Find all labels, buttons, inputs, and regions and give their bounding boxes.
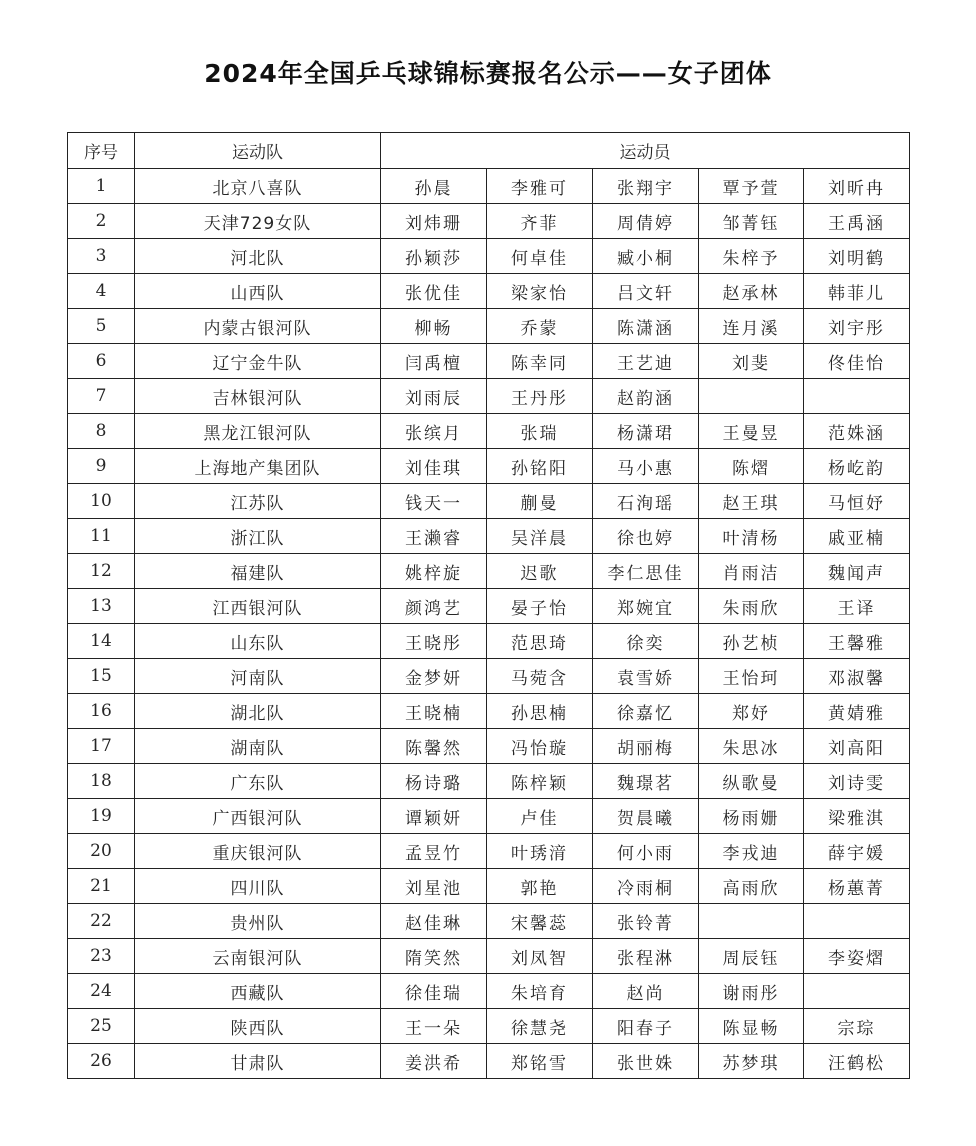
- athlete-name: 马恒妤: [804, 484, 910, 519]
- row-index: 13: [68, 589, 135, 624]
- row-index: 24: [68, 974, 135, 1009]
- athlete-name: 金梦妍: [381, 659, 487, 694]
- athlete-name: 邹菁钰: [699, 204, 804, 239]
- athlete-name: 徐嘉忆: [593, 694, 699, 729]
- row-index: 5: [68, 309, 135, 344]
- athlete-name: [699, 904, 804, 939]
- table-row: [68, 274, 910, 309]
- athlete-name: 姜洪希: [381, 1044, 487, 1079]
- athlete-name: 刘星池: [381, 869, 487, 904]
- team-name: 山东队: [135, 624, 381, 659]
- athlete-name: 魏闻声: [804, 554, 910, 589]
- table-row: [68, 624, 910, 659]
- athlete-name: 李仁思佳: [593, 554, 699, 589]
- athlete-name: [804, 974, 910, 1009]
- athlete-name: 刘明鹤: [804, 239, 910, 274]
- header-team: 运动队: [135, 133, 381, 169]
- registration-table: [67, 132, 910, 1079]
- table-row: [68, 1009, 910, 1044]
- athlete-name: 胡丽梅: [593, 729, 699, 764]
- athlete-name: 朱雨欣: [699, 589, 804, 624]
- table-row: [68, 764, 910, 799]
- row-index: 7: [68, 379, 135, 414]
- team-name: 贵州队: [135, 904, 381, 939]
- athlete-name: 姚梓旋: [381, 554, 487, 589]
- athlete-name: 赵韵涵: [593, 379, 699, 414]
- row-index: 18: [68, 764, 135, 799]
- athlete-name: 朱思冰: [699, 729, 804, 764]
- athlete-name: 梁雅淇: [804, 799, 910, 834]
- athlete-name: 连月溪: [699, 309, 804, 344]
- table-row: [68, 449, 910, 484]
- table-row: [68, 834, 910, 869]
- athlete-name: 王禹涵: [804, 204, 910, 239]
- team-name: 山西队: [135, 274, 381, 309]
- athlete-name: 刘高阳: [804, 729, 910, 764]
- athlete-name: 陈熠: [699, 449, 804, 484]
- row-index: 26: [68, 1044, 135, 1079]
- table-row: [68, 379, 910, 414]
- row-index: 4: [68, 274, 135, 309]
- athlete-name: [804, 904, 910, 939]
- athlete-name: 张瑞: [487, 414, 593, 449]
- athlete-name: 阳春子: [593, 1009, 699, 1044]
- table-row: [68, 799, 910, 834]
- athlete-name: 张优佳: [381, 274, 487, 309]
- athlete-name: 徐佳瑞: [381, 974, 487, 1009]
- athlete-name: 张程淋: [593, 939, 699, 974]
- team-name: 内蒙古银河队: [135, 309, 381, 344]
- team-name: 江西银河队: [135, 589, 381, 624]
- athlete-name: 王濑睿: [381, 519, 487, 554]
- athlete-name: 马小惠: [593, 449, 699, 484]
- athlete-name: 张铃菁: [593, 904, 699, 939]
- team-name: 辽宁金牛队: [135, 344, 381, 379]
- athlete-name: 王馨雅: [804, 624, 910, 659]
- athlete-name: 薛宇媛: [804, 834, 910, 869]
- row-index: 15: [68, 659, 135, 694]
- table-row: [68, 939, 910, 974]
- team-name: 陕西队: [135, 1009, 381, 1044]
- team-name: 福建队: [135, 554, 381, 589]
- athlete-name: 佟佳怡: [804, 344, 910, 379]
- athlete-name: 卢佳: [487, 799, 593, 834]
- team-name: 黑龙江银河队: [135, 414, 381, 449]
- table-row: [68, 239, 910, 274]
- athlete-name: 李戎迪: [699, 834, 804, 869]
- athlete-name: 孙铭阳: [487, 449, 593, 484]
- table-row: [68, 519, 910, 554]
- athlete-name: 赵佳琳: [381, 904, 487, 939]
- athlete-name: 赵王琪: [699, 484, 804, 519]
- athlete-name: 高雨欣: [699, 869, 804, 904]
- row-index: 17: [68, 729, 135, 764]
- team-name: 河北队: [135, 239, 381, 274]
- athlete-name: 刘斐: [699, 344, 804, 379]
- athlete-name: [804, 379, 910, 414]
- table-row: [68, 204, 910, 239]
- athlete-name: 邓淑馨: [804, 659, 910, 694]
- row-index: 20: [68, 834, 135, 869]
- athlete-name: 王艺迪: [593, 344, 699, 379]
- athlete-name: [699, 379, 804, 414]
- athlete-name: 柳畅: [381, 309, 487, 344]
- athlete-name: 梁家怡: [487, 274, 593, 309]
- athlete-name: 张世姝: [593, 1044, 699, 1079]
- table-row: [68, 589, 910, 624]
- athlete-name: 苏梦琪: [699, 1044, 804, 1079]
- athlete-name: 何卓佳: [487, 239, 593, 274]
- athlete-name: 郭艳: [487, 869, 593, 904]
- athlete-name: 刘诗雯: [804, 764, 910, 799]
- athlete-name: 杨雨姗: [699, 799, 804, 834]
- athlete-name: 徐奕: [593, 624, 699, 659]
- team-name: 天津729女队: [135, 204, 381, 239]
- athlete-name: 孙晨: [381, 169, 487, 204]
- athlete-name: 颜鸿艺: [381, 589, 487, 624]
- table-row: [68, 904, 910, 939]
- table-row: [68, 169, 910, 204]
- team-name: 广西银河队: [135, 799, 381, 834]
- athlete-name: 陈幸同: [487, 344, 593, 379]
- team-name: 西藏队: [135, 974, 381, 1009]
- row-index: 11: [68, 519, 135, 554]
- athlete-name: 赵尚: [593, 974, 699, 1009]
- athlete-name: 冷雨桐: [593, 869, 699, 904]
- athlete-name: 宗琮: [804, 1009, 910, 1044]
- athlete-name: 袁雪娇: [593, 659, 699, 694]
- athlete-name: 杨诗璐: [381, 764, 487, 799]
- athlete-name: 宋馨蕊: [487, 904, 593, 939]
- header-index: 序号: [68, 133, 135, 169]
- athlete-name: 晏子怡: [487, 589, 593, 624]
- table-row: [68, 659, 910, 694]
- athlete-name: 何小雨: [593, 834, 699, 869]
- athlete-name: 贺晨曦: [593, 799, 699, 834]
- athlete-name: 陈馨然: [381, 729, 487, 764]
- athlete-name: 谭颖妍: [381, 799, 487, 834]
- athlete-name: 徐也婷: [593, 519, 699, 554]
- athlete-name: 杨蕙菁: [804, 869, 910, 904]
- athlete-name: 杨屹韵: [804, 449, 910, 484]
- table-header-row: [68, 133, 910, 169]
- athlete-name: 郑妤: [699, 694, 804, 729]
- athlete-name: 李姿熠: [804, 939, 910, 974]
- athlete-name: 朱梓予: [699, 239, 804, 274]
- athlete-name: 隋笑然: [381, 939, 487, 974]
- athlete-name: 迟歌: [487, 554, 593, 589]
- row-index: 25: [68, 1009, 135, 1044]
- athlete-name: 石洵瑶: [593, 484, 699, 519]
- athlete-name: 吴洋晨: [487, 519, 593, 554]
- row-index: 16: [68, 694, 135, 729]
- athlete-name: 陈梓颖: [487, 764, 593, 799]
- athlete-name: 马菀含: [487, 659, 593, 694]
- athlete-name: 叶琇湇: [487, 834, 593, 869]
- athlete-name: 杨潇珺: [593, 414, 699, 449]
- athlete-name: 孙艺桢: [699, 624, 804, 659]
- athlete-name: 王曼昱: [699, 414, 804, 449]
- athlete-name: 韩菲儿: [804, 274, 910, 309]
- table-row: [68, 974, 910, 1009]
- athlete-name: 魏璟茗: [593, 764, 699, 799]
- team-name: 湖北队: [135, 694, 381, 729]
- header-athletes: 运动员: [381, 133, 910, 169]
- athlete-name: 王译: [804, 589, 910, 624]
- athlete-name: 闫禹檀: [381, 344, 487, 379]
- athlete-name: 陈显畅: [699, 1009, 804, 1044]
- athlete-name: 谢雨彤: [699, 974, 804, 1009]
- row-index: 2: [68, 204, 135, 239]
- row-index: 10: [68, 484, 135, 519]
- team-name: 湖南队: [135, 729, 381, 764]
- athlete-name: 刘雨辰: [381, 379, 487, 414]
- row-index: 1: [68, 169, 135, 204]
- athlete-name: 周辰钰: [699, 939, 804, 974]
- page-title: 2024年全国乒乓球锦标赛报名公示——女子团体: [204, 59, 772, 88]
- athlete-name: 钱天一: [381, 484, 487, 519]
- team-name: 重庆银河队: [135, 834, 381, 869]
- row-index: 3: [68, 239, 135, 274]
- team-name: 河南队: [135, 659, 381, 694]
- table-row: [68, 694, 910, 729]
- row-index: 23: [68, 939, 135, 974]
- athlete-name: 刘宇彤: [804, 309, 910, 344]
- table-row: [68, 554, 910, 589]
- row-index: 8: [68, 414, 135, 449]
- athlete-name: 齐菲: [487, 204, 593, 239]
- athlete-name: 戚亚楠: [804, 519, 910, 554]
- table-row: [68, 344, 910, 379]
- athlete-name: 乔蒙: [487, 309, 593, 344]
- athlete-name: 吕文轩: [593, 274, 699, 309]
- athlete-name: 徐慧尧: [487, 1009, 593, 1044]
- team-name: 甘肃队: [135, 1044, 381, 1079]
- row-index: 9: [68, 449, 135, 484]
- table-row: [68, 1044, 910, 1079]
- athlete-name: 范思琦: [487, 624, 593, 659]
- table-body: [68, 169, 910, 1079]
- table-row: [68, 309, 910, 344]
- athlete-name: 郑婉宜: [593, 589, 699, 624]
- athlete-name: 陈潇涵: [593, 309, 699, 344]
- athlete-name: 周倩婷: [593, 204, 699, 239]
- athlete-name: 张翔宇: [593, 169, 699, 204]
- athlete-name: 黄婧雅: [804, 694, 910, 729]
- team-name: 四川队: [135, 869, 381, 904]
- team-name: 云南银河队: [135, 939, 381, 974]
- team-name: 上海地产集团队: [135, 449, 381, 484]
- athlete-name: 汪鹤松: [804, 1044, 910, 1079]
- athlete-name: 郑铭雪: [487, 1044, 593, 1079]
- athlete-name: 赵承林: [699, 274, 804, 309]
- athlete-name: 李雅可: [487, 169, 593, 204]
- team-name: 浙江队: [135, 519, 381, 554]
- table-row: [68, 414, 910, 449]
- athlete-name: 冯怡璇: [487, 729, 593, 764]
- athlete-name: 刘凤智: [487, 939, 593, 974]
- athlete-name: 纵歌曼: [699, 764, 804, 799]
- row-index: 6: [68, 344, 135, 379]
- athlete-name: 范姝涵: [804, 414, 910, 449]
- team-name: 江苏队: [135, 484, 381, 519]
- team-name: 广东队: [135, 764, 381, 799]
- athlete-name: 覃予萱: [699, 169, 804, 204]
- table-row: [68, 484, 910, 519]
- athlete-name: 张缤月: [381, 414, 487, 449]
- row-index: 21: [68, 869, 135, 904]
- athlete-name: 刘佳琪: [381, 449, 487, 484]
- athlete-name: 臧小桐: [593, 239, 699, 274]
- row-index: 19: [68, 799, 135, 834]
- athlete-name: 孟昱竹: [381, 834, 487, 869]
- athlete-name: 王晓彤: [381, 624, 487, 659]
- athlete-name: 刘昕冉: [804, 169, 910, 204]
- athlete-name: 刘炜珊: [381, 204, 487, 239]
- athlete-name: 孙思楠: [487, 694, 593, 729]
- table-row: [68, 729, 910, 764]
- athlete-name: 王怡珂: [699, 659, 804, 694]
- team-name: 吉林银河队: [135, 379, 381, 414]
- athlete-name: 朱培育: [487, 974, 593, 1009]
- athlete-name: 蒯曼: [487, 484, 593, 519]
- athlete-name: 肖雨洁: [699, 554, 804, 589]
- athlete-name: 叶清杨: [699, 519, 804, 554]
- athlete-name: 王晓楠: [381, 694, 487, 729]
- row-index: 12: [68, 554, 135, 589]
- athlete-name: 王丹彤: [487, 379, 593, 414]
- athlete-name: 孙颖莎: [381, 239, 487, 274]
- athlete-name: 王一朵: [381, 1009, 487, 1044]
- row-index: 14: [68, 624, 135, 659]
- table-row: [68, 869, 910, 904]
- row-index: 22: [68, 904, 135, 939]
- team-name: 北京八喜队: [135, 169, 381, 204]
